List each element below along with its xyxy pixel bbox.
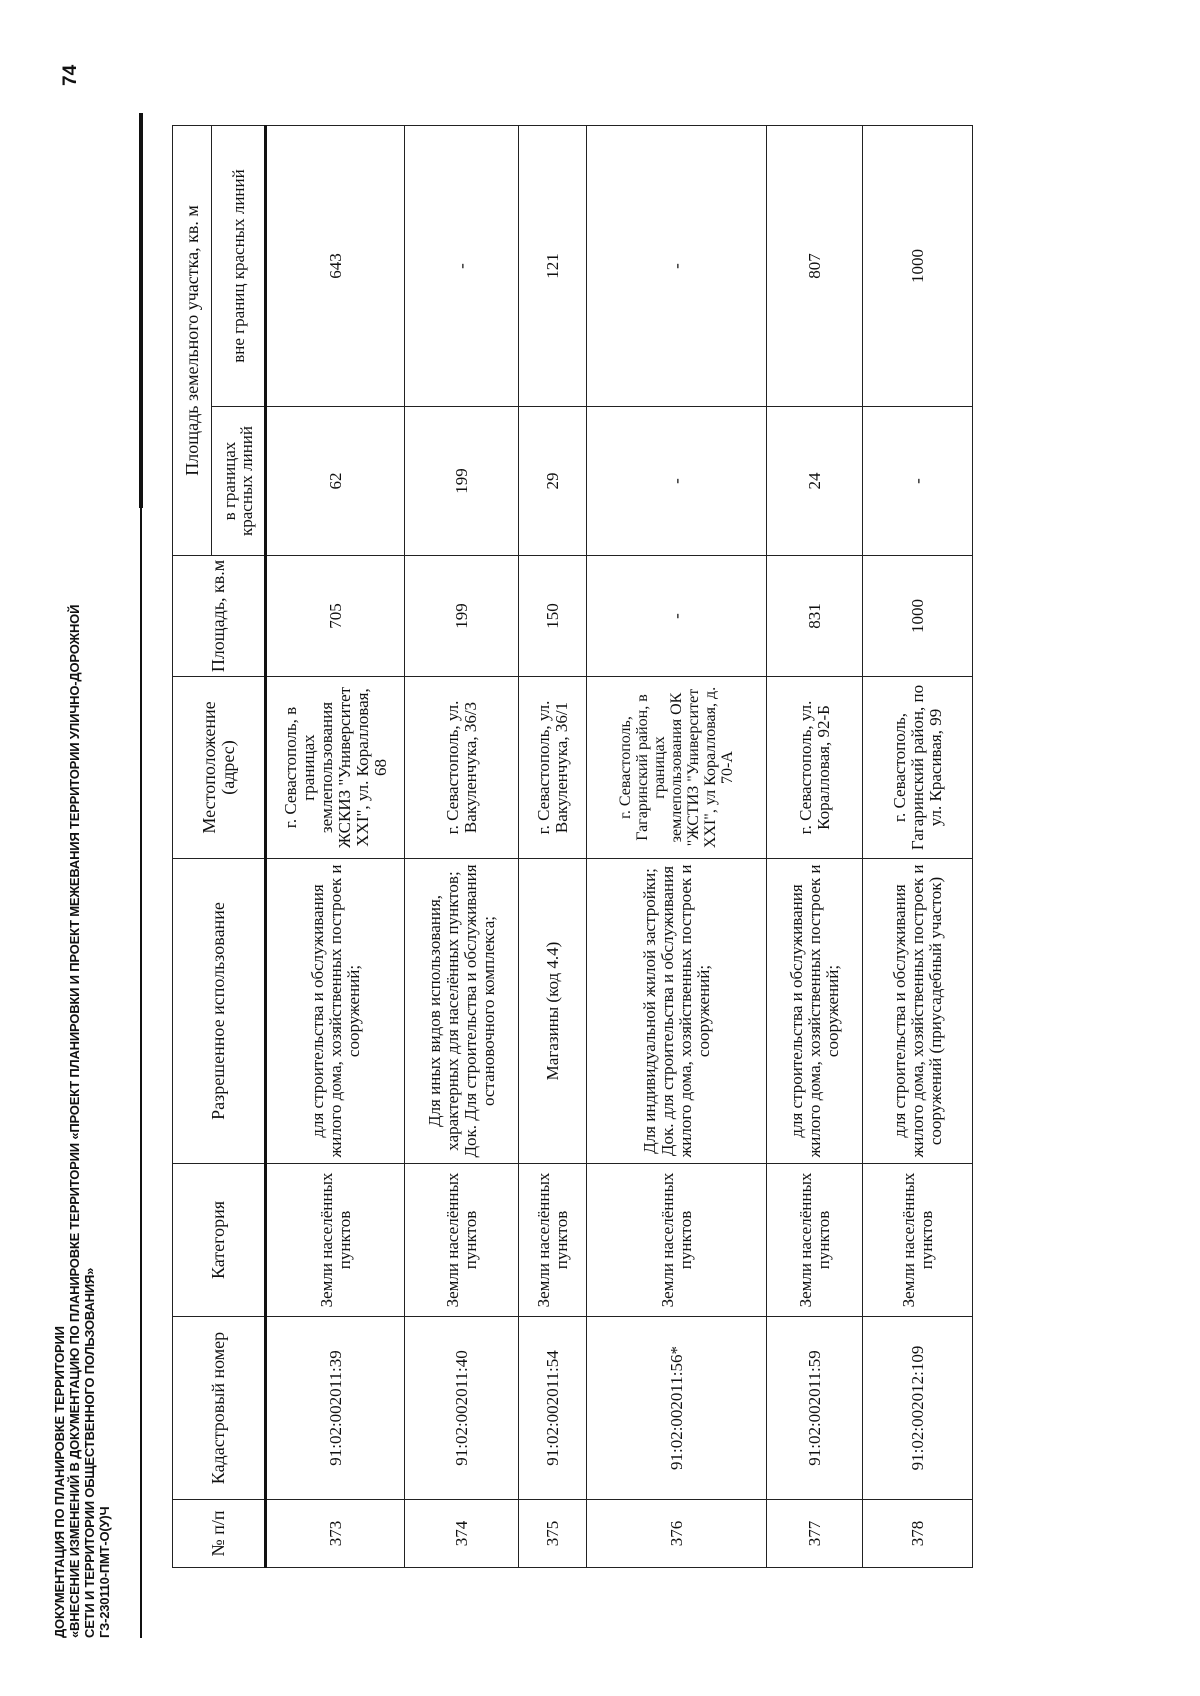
cell-area: 150 — [519, 556, 587, 677]
header-location: Местоположение (адрес) — [173, 677, 266, 859]
cell-location: г. Севастополь, Гагаринский район, в границах землепользования ОК "ЖСТИЗ "Университет XXI", ул Коралловая, д. 70-А — [587, 677, 767, 859]
cell-num: 373 — [266, 1500, 405, 1568]
cell-cadastral: 91:02:002011:40 — [405, 1317, 519, 1500]
cell-inside: 29 — [519, 407, 587, 556]
table-row — [863, 126, 973, 1568]
cell-category: Земли населённых пунктов — [587, 1164, 767, 1317]
header-area: Площадь, кв.м — [173, 556, 266, 677]
cell-inside: 62 — [266, 407, 405, 556]
cell-num: 376 — [587, 1500, 767, 1568]
header-rule — [140, 508, 142, 1638]
document-header — [52, 578, 112, 1638]
cell-inside: 199 — [405, 407, 519, 556]
header-cadastral: Кадастровый номер — [173, 1317, 266, 1500]
cell-category: Земли населённых пунктов — [767, 1164, 863, 1317]
cell-category: Земли населённых пунктов — [863, 1164, 973, 1317]
cell-outside: 643 — [266, 126, 405, 407]
header-num: № п/п — [173, 1500, 266, 1568]
table-row — [587, 126, 767, 1568]
cell-category: Земли населённых пунктов — [405, 1164, 519, 1317]
cell-outside: 1000 — [863, 126, 973, 407]
header-outside-red-lines: вне границ красных линий — [212, 126, 266, 407]
cell-use: Магазины (код 4.4) — [519, 859, 587, 1164]
cell-area: - — [587, 556, 767, 677]
land-plots-table — [172, 125, 973, 1568]
table-row — [767, 126, 863, 1568]
header-line-3: ГЗ-230110-ПМТ-О(У)Ч — [97, 1506, 112, 1638]
cell-location: г. Севастополь, Гагаринский район, по ул. Красивая, 99 — [863, 677, 973, 859]
cell-area: 705 — [266, 556, 405, 677]
cell-outside: 807 — [767, 126, 863, 407]
header-inside-red-lines: в границах красных линий — [212, 407, 266, 556]
cell-category: Земли населённых пунктов — [519, 1164, 587, 1317]
header-line-1: ДОКУМЕНТАЦИЯ ПО ПЛАНИРОВКЕ ТЕРРИТОРИИ — [52, 1326, 67, 1638]
header-category: Категория — [173, 1164, 266, 1317]
cell-area: 1000 — [863, 556, 973, 677]
cell-outside: 121 — [519, 126, 587, 407]
cell-location: г. Севастополь, ул. Вакуленчука, 36/3 — [405, 677, 519, 859]
cell-cadastral: 91:02:002011:54 — [519, 1317, 587, 1500]
cell-num: 375 — [519, 1500, 587, 1568]
cell-location: г. Севастополь, ул. Вакуленчука, 36/1 — [519, 677, 587, 859]
cell-num: 374 — [405, 1500, 519, 1568]
cell-use: для строительства и обслуживания жилого дома, хозяйственных построек и сооружений; — [767, 859, 863, 1164]
cell-inside: 24 — [767, 407, 863, 556]
cell-use: для строительства и обслуживания жилого дома, хозяйственных построек и сооружений; — [266, 859, 405, 1164]
cell-num: 378 — [863, 1500, 973, 1568]
cell-area: 831 — [767, 556, 863, 677]
cell-cadastral: 91:02:002012:109 — [863, 1317, 973, 1500]
page-number: 74 — [60, 64, 81, 86]
cell-inside: - — [863, 407, 973, 556]
cell-cadastral: 91:02:002011:56* — [587, 1317, 767, 1500]
header-rule-thick — [139, 113, 143, 508]
table-row — [266, 126, 405, 1568]
cell-area: 199 — [405, 556, 519, 677]
table-row — [519, 126, 587, 1568]
cell-use: для строительства и обслуживания жилого дома, хозяйственных построек и сооружений (приусадебный участок) — [863, 859, 973, 1164]
cell-num: 377 — [767, 1500, 863, 1568]
cell-location: г. Севастополь, ул. Коралловая, 92-Б — [767, 677, 863, 859]
cell-outside: - — [587, 126, 767, 407]
header-plot-area: Площадь земельного участка, кв. м — [173, 126, 212, 556]
header-use: Разрешенное использование — [173, 859, 266, 1164]
cell-cadastral: 91:02:002011:39 — [266, 1317, 405, 1500]
table-row — [405, 126, 519, 1568]
cell-use: Для иных видов использования, характерных для населённых пунктов; Док. Для строительства и обслуживания остановочного комплекса; — [405, 859, 519, 1164]
cell-cadastral: 91:02:002011:59 — [767, 1317, 863, 1500]
cell-category: Земли населённых пунктов — [266, 1164, 405, 1317]
cell-location: г. Севастополь, в границах землепользования ЖСКИЗ "Университет XXI", ул. Коралловая, 68 — [266, 677, 405, 859]
header-line-2: «ВНЕСЕНИЕ ИЗМЕНЕНИЙ В ДОКУМЕНТАЦИЮ ПО ПЛАНИРОВКЕ ТЕРРИТОРИИ «ПРОЕКТ ПЛАНИРОВКИ И ПРОЕКТ МЕЖЕВАНИЯ ТЕРРИТОРИИ УЛИЧНО-ДОРОЖНОЙ СЕТИ И ТЕРРИТОРИИ ОБЩЕСТВЕННОГО ПОЛЬЗОВАНИЯ» — [67, 604, 97, 1638]
cell-outside: - — [405, 126, 519, 407]
cell-use: Для индивидуальной жилой застройки; Док. для строительства и обслуживания жилого дома, хозяйственных построек и сооружений; — [587, 859, 767, 1164]
cell-inside: - — [587, 407, 767, 556]
